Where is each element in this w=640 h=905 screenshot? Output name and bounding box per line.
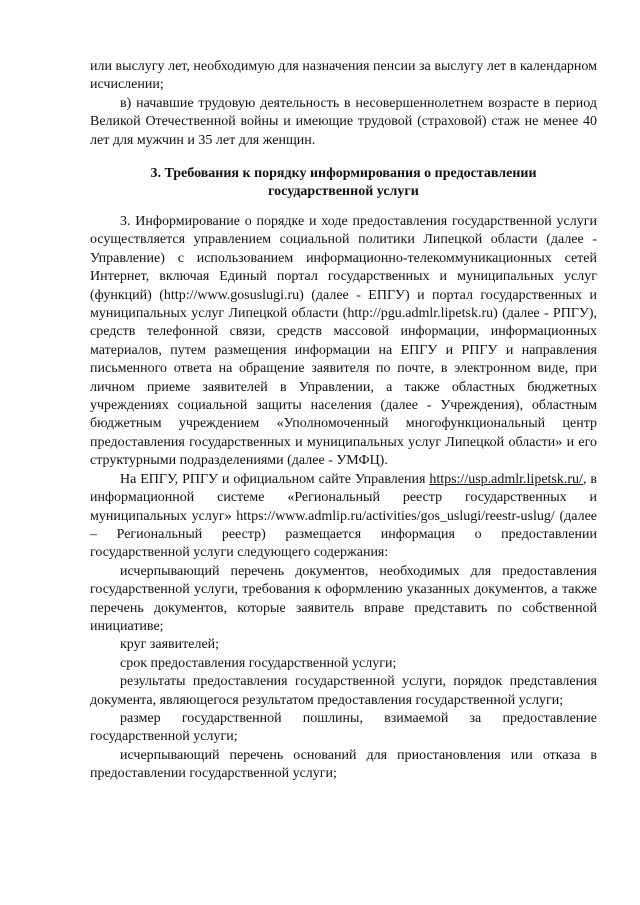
list-item: круг заявителей; xyxy=(120,637,220,653)
list-item: исчерпывающий перечень оснований для приостановления или отказа в предоставлении государственной услуги; xyxy=(90,747,597,782)
list-item: исчерпывающий перечень документов, необходимых для предоставления государственной услуги, требования к оформлению указанных документов, а также перечень документов, которые заявитель вправе представить по собственной инициативе; xyxy=(90,563,597,634)
body-paragraph-placement-end: , в информационной системе «Региональный реестр государственных и муниципальных услуг» https://www.admlip.ru/activities/gos_uslugi/reestr-uslug/ (далее – Региональный реестр) размещается информация о предоставлении государственной услуги следующего содержания: xyxy=(90,471,597,561)
list-item: результаты предоставления государственной услуги, порядок представления документа, являющегося результатом предоставления государственной услуги; xyxy=(90,674,597,708)
intro-paragraph-item-v: в) начавшие трудовую деятельность в несовершеннолетнем возрасте в период Великой Отечественной войны и имеющие трудовой (страховой) стаж не менее 40 лет для мужчин и 35 лет для женщин. xyxy=(90,95,597,148)
body-paragraph-placement xyxy=(90,471,597,563)
body-section xyxy=(90,213,597,784)
body-paragraph-placement-start: На ЕПГУ, РПГУ и официальном сайте Управления xyxy=(120,471,430,487)
section-heading-line2: государственной услуги xyxy=(268,184,419,200)
usp-site-link[interactable]: https://usp.admlr.lipetsk.ru/ xyxy=(429,471,583,487)
intro-paragraph-continuation: или выслугу лет, необходимую для назначения пенсии за выслугу лет в календарном исчислении; xyxy=(90,59,597,93)
section-heading-line1: 3. Требования к порядку информирования о предоставлении xyxy=(150,166,537,181)
section-heading xyxy=(90,165,597,202)
list-item: размер государственной пошлины, взимаемой за предоставление государственной услуги; xyxy=(90,710,597,745)
intro-section xyxy=(90,58,597,150)
list-item: срок предоставления государственной услуги; xyxy=(120,655,397,671)
body-paragraph-informing: 3. Информирование о порядке и ходе предоставления государственной услуги осуществляется управлением социальной политики Липецкой области (далее - Управление) с использованием информационно-телекоммуникационных сетей Интернет, включая Единый портал государственных и муниципальных услуг (функций) (http://www.gosuslugi.ru) (далее - ЕПГУ) и портал государственных и муниципальных услуг Липецкой области (http://pgu.admlr.lipetsk.ru) (далее - РПГУ), средств телефонной связи, средств массовой информации, информационных материалов, путем размещения информации на ЕПГУ и РПГУ и направления письменного ответа на обращение заявителя по почте, в электронном виде, при личном приеме заявителей в Управлении, а также областных бюджетных учреждениях социальной защиты населения (далее - Учреждения), областным бюджетным учреждением «Уполномоченный многофункциональный центр предоставления государственных и муниципальных услуг Липецкой области» и его структурными подразделениями (далее - УМФЦ). xyxy=(90,214,597,469)
